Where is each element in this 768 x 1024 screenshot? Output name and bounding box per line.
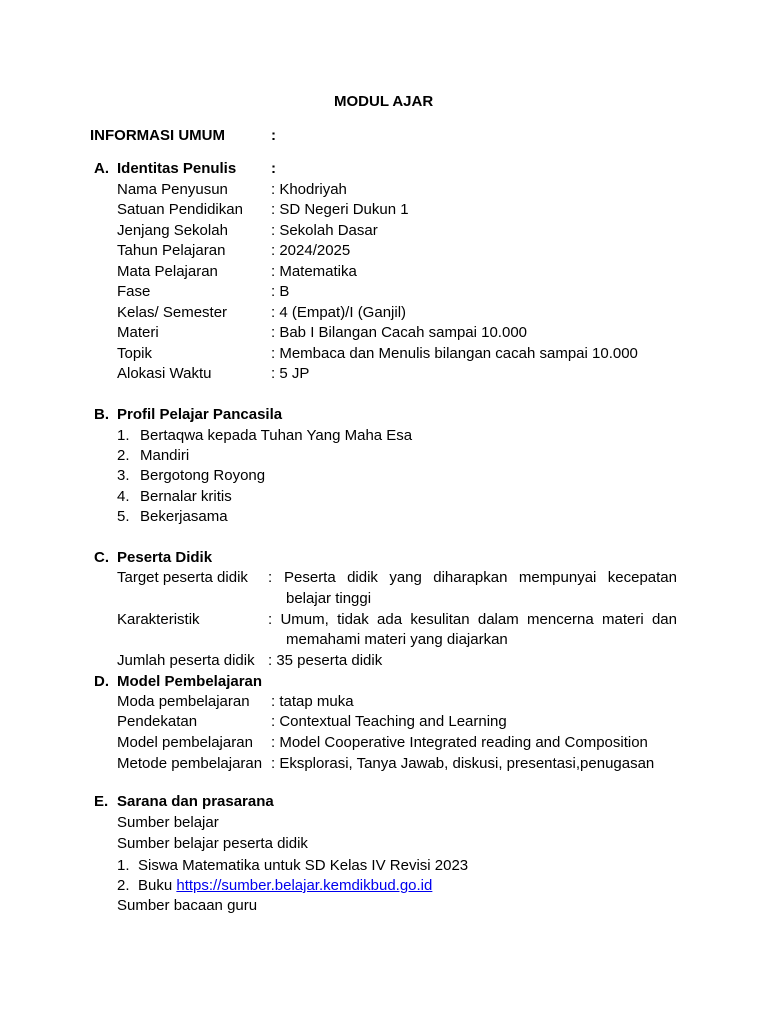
model-label: Pendekatan	[117, 713, 198, 730]
list-item-number: 4.	[117, 488, 130, 505]
section-b-letter: B.	[94, 406, 109, 423]
model-value: : Eksplorasi, Tanya Jawab, diskusi, presentasi,penugasan	[271, 755, 655, 772]
identitas-value: : Sekolah Dasar	[271, 222, 378, 239]
identitas-value: : 2024/2025	[271, 242, 351, 259]
identitas-label: Jenjang Sekolah	[117, 222, 228, 239]
section-a-letter: A.	[94, 160, 109, 177]
identitas-label: Mata Pelajaran	[117, 263, 218, 280]
model-value: : Contextual Teaching and Learning	[271, 713, 507, 730]
list-item-number: 2.	[117, 877, 130, 894]
list-item: Mandiri	[140, 447, 190, 464]
target-colon: :	[268, 569, 273, 586]
page-title: MODUL AJAR	[334, 93, 434, 110]
list-item: Bertaqwa kepada Tuhan Yang Maha Esa	[140, 427, 413, 444]
model-value: : tatap muka	[271, 693, 354, 710]
section-a-colon: :	[271, 160, 276, 177]
buku-prefix: Buku	[138, 877, 173, 894]
model-label: Metode pembelajaran	[117, 755, 263, 772]
list-item: Bekerjasama	[140, 508, 228, 525]
identitas-label: Topik	[117, 345, 153, 362]
target-value-line1: Peserta didik yang diharapkan mempunyai kecepatan	[284, 569, 677, 586]
jumlah-label: Jumlah peserta didik	[117, 652, 255, 669]
list-item-number: 5.	[117, 508, 130, 525]
karakteristik-value-line1: : Umum, tidak ada kesulitan dalam mencerna materi dan	[268, 611, 677, 628]
identitas-value: : 5 JP	[271, 365, 310, 382]
target-label: Target peserta didik	[117, 569, 248, 586]
section-c-letter: C.	[94, 549, 109, 566]
target-value-line2: belajar tinggi	[286, 590, 372, 607]
list-item: Bernalar kritis	[140, 488, 232, 505]
identitas-value: : B	[271, 283, 290, 300]
identitas-value: : 4 (Empat)/I (Ganjil)	[271, 304, 407, 321]
model-value: : Model Cooperative Integrated reading and Composition	[271, 734, 648, 751]
karakteristik-value-line2: memahami materi yang diajarkan	[286, 631, 508, 648]
list-item-number: 2.	[117, 447, 130, 464]
section-e-heading: Sarana dan prasarana	[117, 793, 274, 810]
identitas-label: Nama Penyusun	[117, 181, 228, 198]
jumlah-value: : 35 peserta didik	[268, 652, 383, 669]
informasi-umum-label: INFORMASI UMUM	[90, 127, 225, 144]
identitas-value: : Bab I Bilangan Cacah sampai 10.000	[271, 324, 528, 341]
sumber-guru-label: Sumber bacaan guru	[117, 897, 258, 914]
list-item: Siswa Matematika untuk SD Kelas IV Revisi 2023	[138, 857, 469, 874]
sumber-belajar-link[interactable]: https://sumber.belajar.kemdikbud.go.id	[176, 877, 433, 894]
section-d-letter: D.	[94, 673, 109, 690]
identitas-label: Kelas/ Semester	[117, 304, 228, 321]
section-d-heading: Model Pembelajaran	[117, 673, 263, 690]
list-item-number: 3.	[117, 467, 130, 484]
karakteristik-label: Karakteristik	[117, 611, 200, 628]
section-c-heading: Peserta Didik	[117, 549, 213, 566]
identitas-value: : Khodriyah	[271, 181, 347, 198]
identitas-label: Fase	[117, 283, 151, 300]
list-item: Bergotong Royong	[140, 467, 266, 484]
identitas-label: Satuan Pendidikan	[117, 201, 243, 218]
section-e-letter: E.	[94, 793, 109, 810]
identitas-label: Alokasi Waktu	[117, 365, 212, 382]
informasi-umum-colon: :	[271, 127, 276, 144]
section-a-heading: Identitas Penulis	[117, 160, 237, 177]
sumber-peserta-label: Sumber belajar peserta didik	[117, 835, 308, 852]
section-b-heading: Profil Pelajar Pancasila	[117, 406, 283, 423]
identitas-label: Tahun Pelajaran	[117, 242, 226, 259]
list-item-number: 1.	[117, 857, 130, 874]
list-item	[138, 876, 432, 896]
identitas-value: : Membaca dan Menulis bilangan cacah sampai 10.000	[271, 345, 638, 362]
identitas-value: : SD Negeri Dukun 1	[271, 201, 409, 218]
identitas-label: Materi	[117, 324, 159, 341]
model-label: Moda pembelajaran	[117, 693, 250, 710]
identitas-value: : Matematika	[271, 263, 357, 280]
list-item-number: 1.	[117, 427, 130, 444]
model-label: Model pembelajaran	[117, 734, 253, 751]
sumber-belajar-label: Sumber belajar	[117, 814, 219, 831]
